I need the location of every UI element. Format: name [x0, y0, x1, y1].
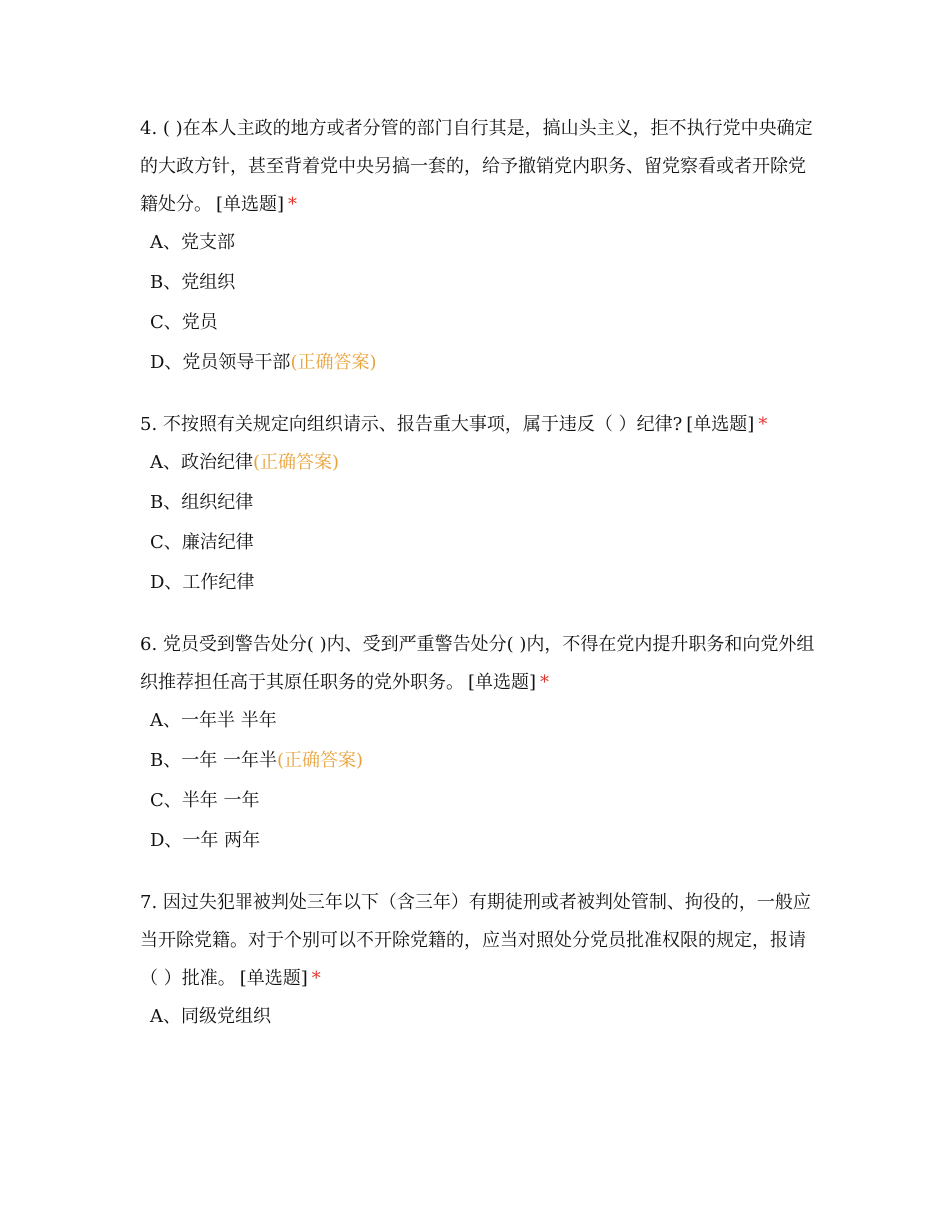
question-text: 5. 不按照有关规定向组织请示、报告重大事项，属于违反（ ）纪律?: [140, 414, 683, 435]
option-c[interactable]: [150, 312, 820, 334]
question-text: 7. 因过失犯罪被判处三年以下（含三年）有期徒刑或者被判处管制、拘役的，一般应当开除党籍。对于个别可以不开除党籍的，应当对照处分党员批准权限的规定，报请（ ）批准。: [140, 892, 811, 989]
option-d[interactable]: [150, 830, 820, 852]
question-list: [140, 110, 820, 1060]
option-text: B、党组织: [150, 272, 236, 293]
required-marker: *: [288, 194, 298, 215]
option-text: D、工作纪律: [150, 572, 255, 593]
option-list: [140, 452, 820, 594]
question-text: 6. 党员受到警告处分( )内、受到严重警告处分( )内，不得在党内提升职务和向党外组织推荐担任高于其原任职务的党外职务。: [140, 634, 815, 693]
question-stem: [140, 406, 820, 444]
correct-answer-label: (正确答案): [253, 452, 340, 473]
option-text: C、党员: [150, 312, 218, 333]
option-text: C、半年 一年: [150, 790, 260, 811]
question-text: 4. ( )在本人主政的地方或者分管的部门自行其是，搞山头主义，拒不执行党中央确定的大政方针，甚至背着党中央另搞一套的，给予撤销党内职务、留党察看或者开除党籍处分。: [140, 118, 813, 215]
correct-answer-label: (正确答案): [290, 352, 377, 373]
option-c[interactable]: [150, 532, 820, 554]
required-marker: *: [758, 414, 768, 435]
correct-answer-label: (正确答案): [276, 750, 363, 771]
option-a[interactable]: [150, 1006, 820, 1028]
question-7: [140, 884, 820, 1028]
option-c[interactable]: [150, 790, 820, 812]
question-type-label: [单选题]: [468, 672, 537, 693]
option-text: A、同级党组织: [150, 1006, 271, 1027]
question-stem: [140, 626, 820, 702]
option-b[interactable]: [150, 750, 820, 772]
question-stem: [140, 110, 820, 224]
option-text: D、党员领导干部: [150, 352, 291, 373]
option-text: B、一年 一年半: [150, 750, 277, 771]
option-a[interactable]: [150, 232, 820, 254]
required-marker: *: [311, 968, 321, 989]
question-type-label: [单选题]: [216, 194, 285, 215]
option-list: [140, 232, 820, 374]
option-text: C、廉洁纪律: [150, 532, 254, 553]
option-list: [140, 710, 820, 852]
option-a[interactable]: [150, 452, 820, 474]
question-type-label: [单选题]: [239, 968, 308, 989]
option-text: B、组织纪律: [150, 492, 254, 513]
question-4: [140, 110, 820, 374]
question-type-label: [单选题]: [686, 414, 755, 435]
option-b[interactable]: [150, 272, 820, 294]
required-marker: *: [540, 672, 550, 693]
option-text: A、一年半 半年: [150, 710, 277, 731]
option-text: A、政治纪律: [150, 452, 253, 473]
option-text: A、党支部: [150, 232, 235, 253]
option-d[interactable]: [150, 352, 820, 374]
option-list: [140, 1006, 820, 1028]
option-d[interactable]: [150, 572, 820, 594]
question-5: [140, 406, 820, 594]
option-text: D、一年 两年: [150, 830, 261, 851]
question-6: [140, 626, 820, 852]
option-b[interactable]: [150, 492, 820, 514]
question-stem: [140, 884, 820, 998]
option-a[interactable]: [150, 710, 820, 732]
